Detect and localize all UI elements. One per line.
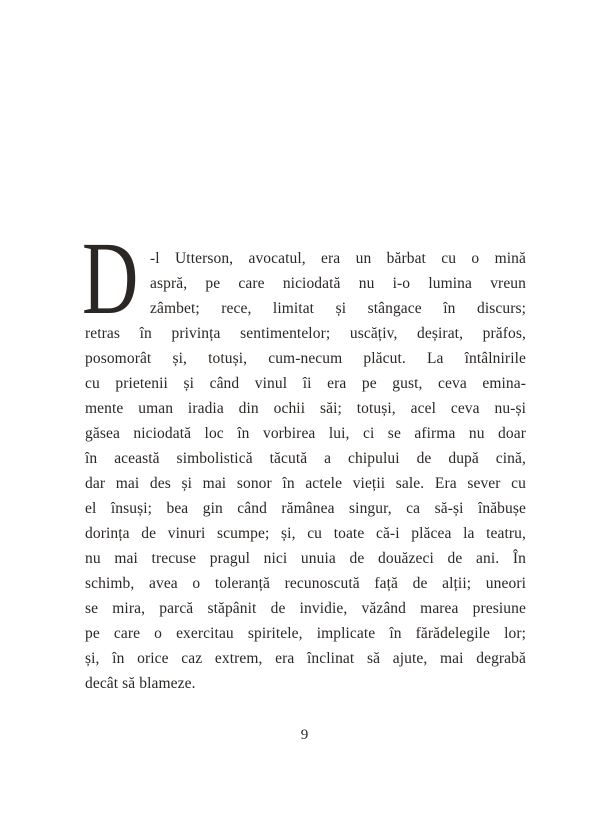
- text-line: schimb, avea o toleranță recunoscută față de alții; uneori: [85, 575, 526, 592]
- text-line: în această simbolistică tăcută a chipului de după cină,: [85, 450, 526, 467]
- text-line: cu prietenii și când vinul îi era pe gust, ceva emina-: [85, 375, 526, 392]
- text-line: nu mai trecuse pragul nici unuia de douăzeci de ani. În: [85, 550, 526, 567]
- text-line: el însuși; bea gin când rămânea singur, ca să-și înăbușe: [85, 500, 526, 517]
- text-line: mente uman iradia din ochii săi; totuși, acel ceva nu-și: [85, 400, 526, 417]
- body-paragraph: [82, 221, 526, 696]
- text-line: -l Utterson, avocatul, era un bărbat cu o mină: [150, 250, 526, 267]
- text-line: zâmbet; rece, limitat și stângace în discurs;: [150, 300, 526, 317]
- text-line: aspră, pe care niciodată nu i-o lumina vreun: [150, 275, 526, 292]
- text-line: dar mai des și mai sonor în actele vieții sale. Era sever cu: [85, 475, 526, 492]
- text-line: dorința de vinuri scumpe; și, cu toate că-i plăcea la teatru,: [85, 525, 526, 542]
- drop-cap-letter: D: [82, 221, 139, 336]
- page-number: 9: [300, 727, 309, 743]
- text-line: decât să blameze.: [85, 675, 196, 692]
- text-line: se mira, parcă stăpânit de invidie, văzând marea presiune: [85, 600, 526, 617]
- text-line: găsea niciodată loc în vorbirea lui, ci se afirma nu doar: [85, 425, 526, 442]
- text-line: pe care o exercitau spiritele, implicate în fărădelegile lor;: [85, 625, 526, 642]
- text-line: posomorât și, totuși, cum-necum plăcut. La întâlnirile: [85, 350, 526, 367]
- text-line: și, în orice caz extrem, era înclinat să ajute, mai degrabă: [85, 650, 526, 667]
- text-line: retras în privința sentimentelor; uscățiv, deșirat, prăfos,: [85, 325, 526, 342]
